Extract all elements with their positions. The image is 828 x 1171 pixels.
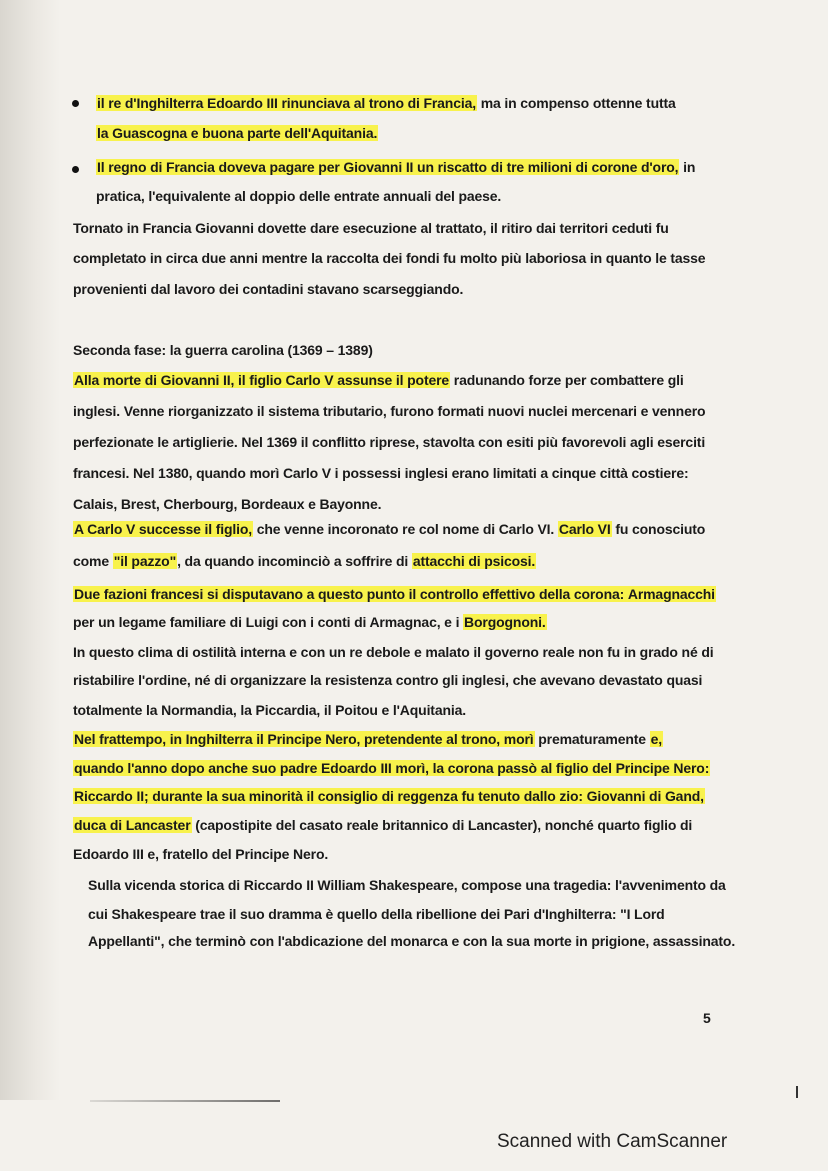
p5-line-1: Nel frattempo, in Inghilterra il Principe Nero, pretendente al trono, morì prematuramente e, — [74, 731, 663, 747]
p5-line-2: quando l'anno dopo anche suo padre Edoardo III morì, la corona passò al figlio del Principe Nero: — [74, 760, 710, 776]
p5-line-3: Riccardo II; durante la sua minorità il consiglio di reggenza fu tenuto dallo zio: Giovanni di Gand, — [74, 788, 704, 804]
p6-line-1: Sulla vicenda storica di Riccardo II William Shakespeare, compose una tragedia: l'avvenimento da — [88, 877, 726, 893]
scan-artifact-tick — [796, 1086, 798, 1098]
p3-line-1: Due fazioni francesi si disputavano a questo punto il controllo effettivo della corona: Armagnacchi — [74, 586, 715, 602]
bullet-marker — [72, 100, 79, 107]
p1-line-1: Alla morte di Giovanni II, il figlio Carlo V assunse il potere radunando forze per combattere gli — [74, 372, 684, 388]
p1-line-3: perfezionate le artiglierie. Nel 1369 il conflitto riprese, stavolta con esiti più favorevoli agli eserciti — [73, 434, 706, 450]
p3-line-2: per un legame familiare di Luigi con i conti di Armagnac, e i Borgognoni. — [73, 614, 546, 630]
intro-line-3: provenienti dal lavoro dei contadini stavano scarseggiando. — [73, 281, 464, 297]
p6-line-2: cui Shakespeare trae il suo dramma è quello della ribellione dei Pari d'Inghilterra: "I Lord — [88, 906, 665, 922]
p5-line-4: duca di Lancaster (capostipite del casato reale britannico di Lancaster), nonché quarto figlio di — [74, 817, 693, 833]
p1-line-5: Calais, Brest, Cherbourg, Bordeaux e Bayonne. — [73, 496, 382, 512]
p1-line-4: francesi. Nel 1380, quando morì Carlo V i possessi inglesi erano limitati a cinque città costiere: — [73, 465, 689, 481]
p2-line-1: A Carlo V successe il figlio, che venne incoronato re col nome di Carlo VI. Carlo VI fu conosciuto — [74, 521, 706, 537]
bullet-1-line-1: il re d'Inghilterra Edoardo III rinunciava al trono di Francia, ma in compenso ottenne tutta — [97, 95, 676, 111]
section-heading: Seconda fase: la guerra carolina (1369 – 1389) — [73, 342, 373, 358]
p5-line-5: Edoardo III e, fratello del Principe Nero. — [73, 846, 329, 862]
page-number: 5 — [703, 1010, 711, 1026]
scanner-watermark: Scanned with CamScanner — [497, 1131, 728, 1152]
intro-line-2: completato in circa due anni mentre la raccolta dei fondi fu molto più laboriosa in quanto le tasse — [73, 250, 706, 266]
bullet-2-line-1: Il regno di Francia doveva pagare per Giovanni II un riscatto di tre milioni di corone d'oro, in — [97, 159, 696, 175]
p1-line-2: inglesi. Venne riorganizzato il sistema tributario, furono formati nuovi nuclei mercenari e vennero — [73, 403, 706, 419]
p6-line-3: Appellanti", che terminò con l'abdicazione del monarca e con la sua morte in prigione, assassinato. — [88, 933, 736, 949]
p4-line-3: totalmente la Normandia, la Piccardia, il Poitou e l'Aquitania. — [73, 702, 466, 718]
intro-line-1: Tornato in Francia Giovanni dovette dare esecuzione al trattato, il ritiro dai territori ceduti fu — [73, 220, 669, 236]
page-binding-shadow — [0, 0, 60, 1100]
p4-line-2: ristabilire l'ordine, né di organizzare la resistenza contro gli inglesi, che avevano devastato quasi — [73, 672, 703, 688]
bullet-1-line-2: la Guascogna e buona parte dell'Aquitania. — [97, 125, 378, 141]
p2-line-2: come "il pazzo", da quando incominciò a soffrire di attacchi di psicosi. — [73, 553, 536, 569]
p4-line-1: In questo clima di ostilità interna e con un re debole e malato il governo reale non fu in grado né di — [73, 644, 714, 660]
bullet-marker — [72, 166, 79, 173]
scan-artifact-line — [90, 1100, 280, 1102]
bullet-2-line-2: pratica, l'equivalente al doppio delle entrate annuali del paese. — [96, 188, 502, 204]
